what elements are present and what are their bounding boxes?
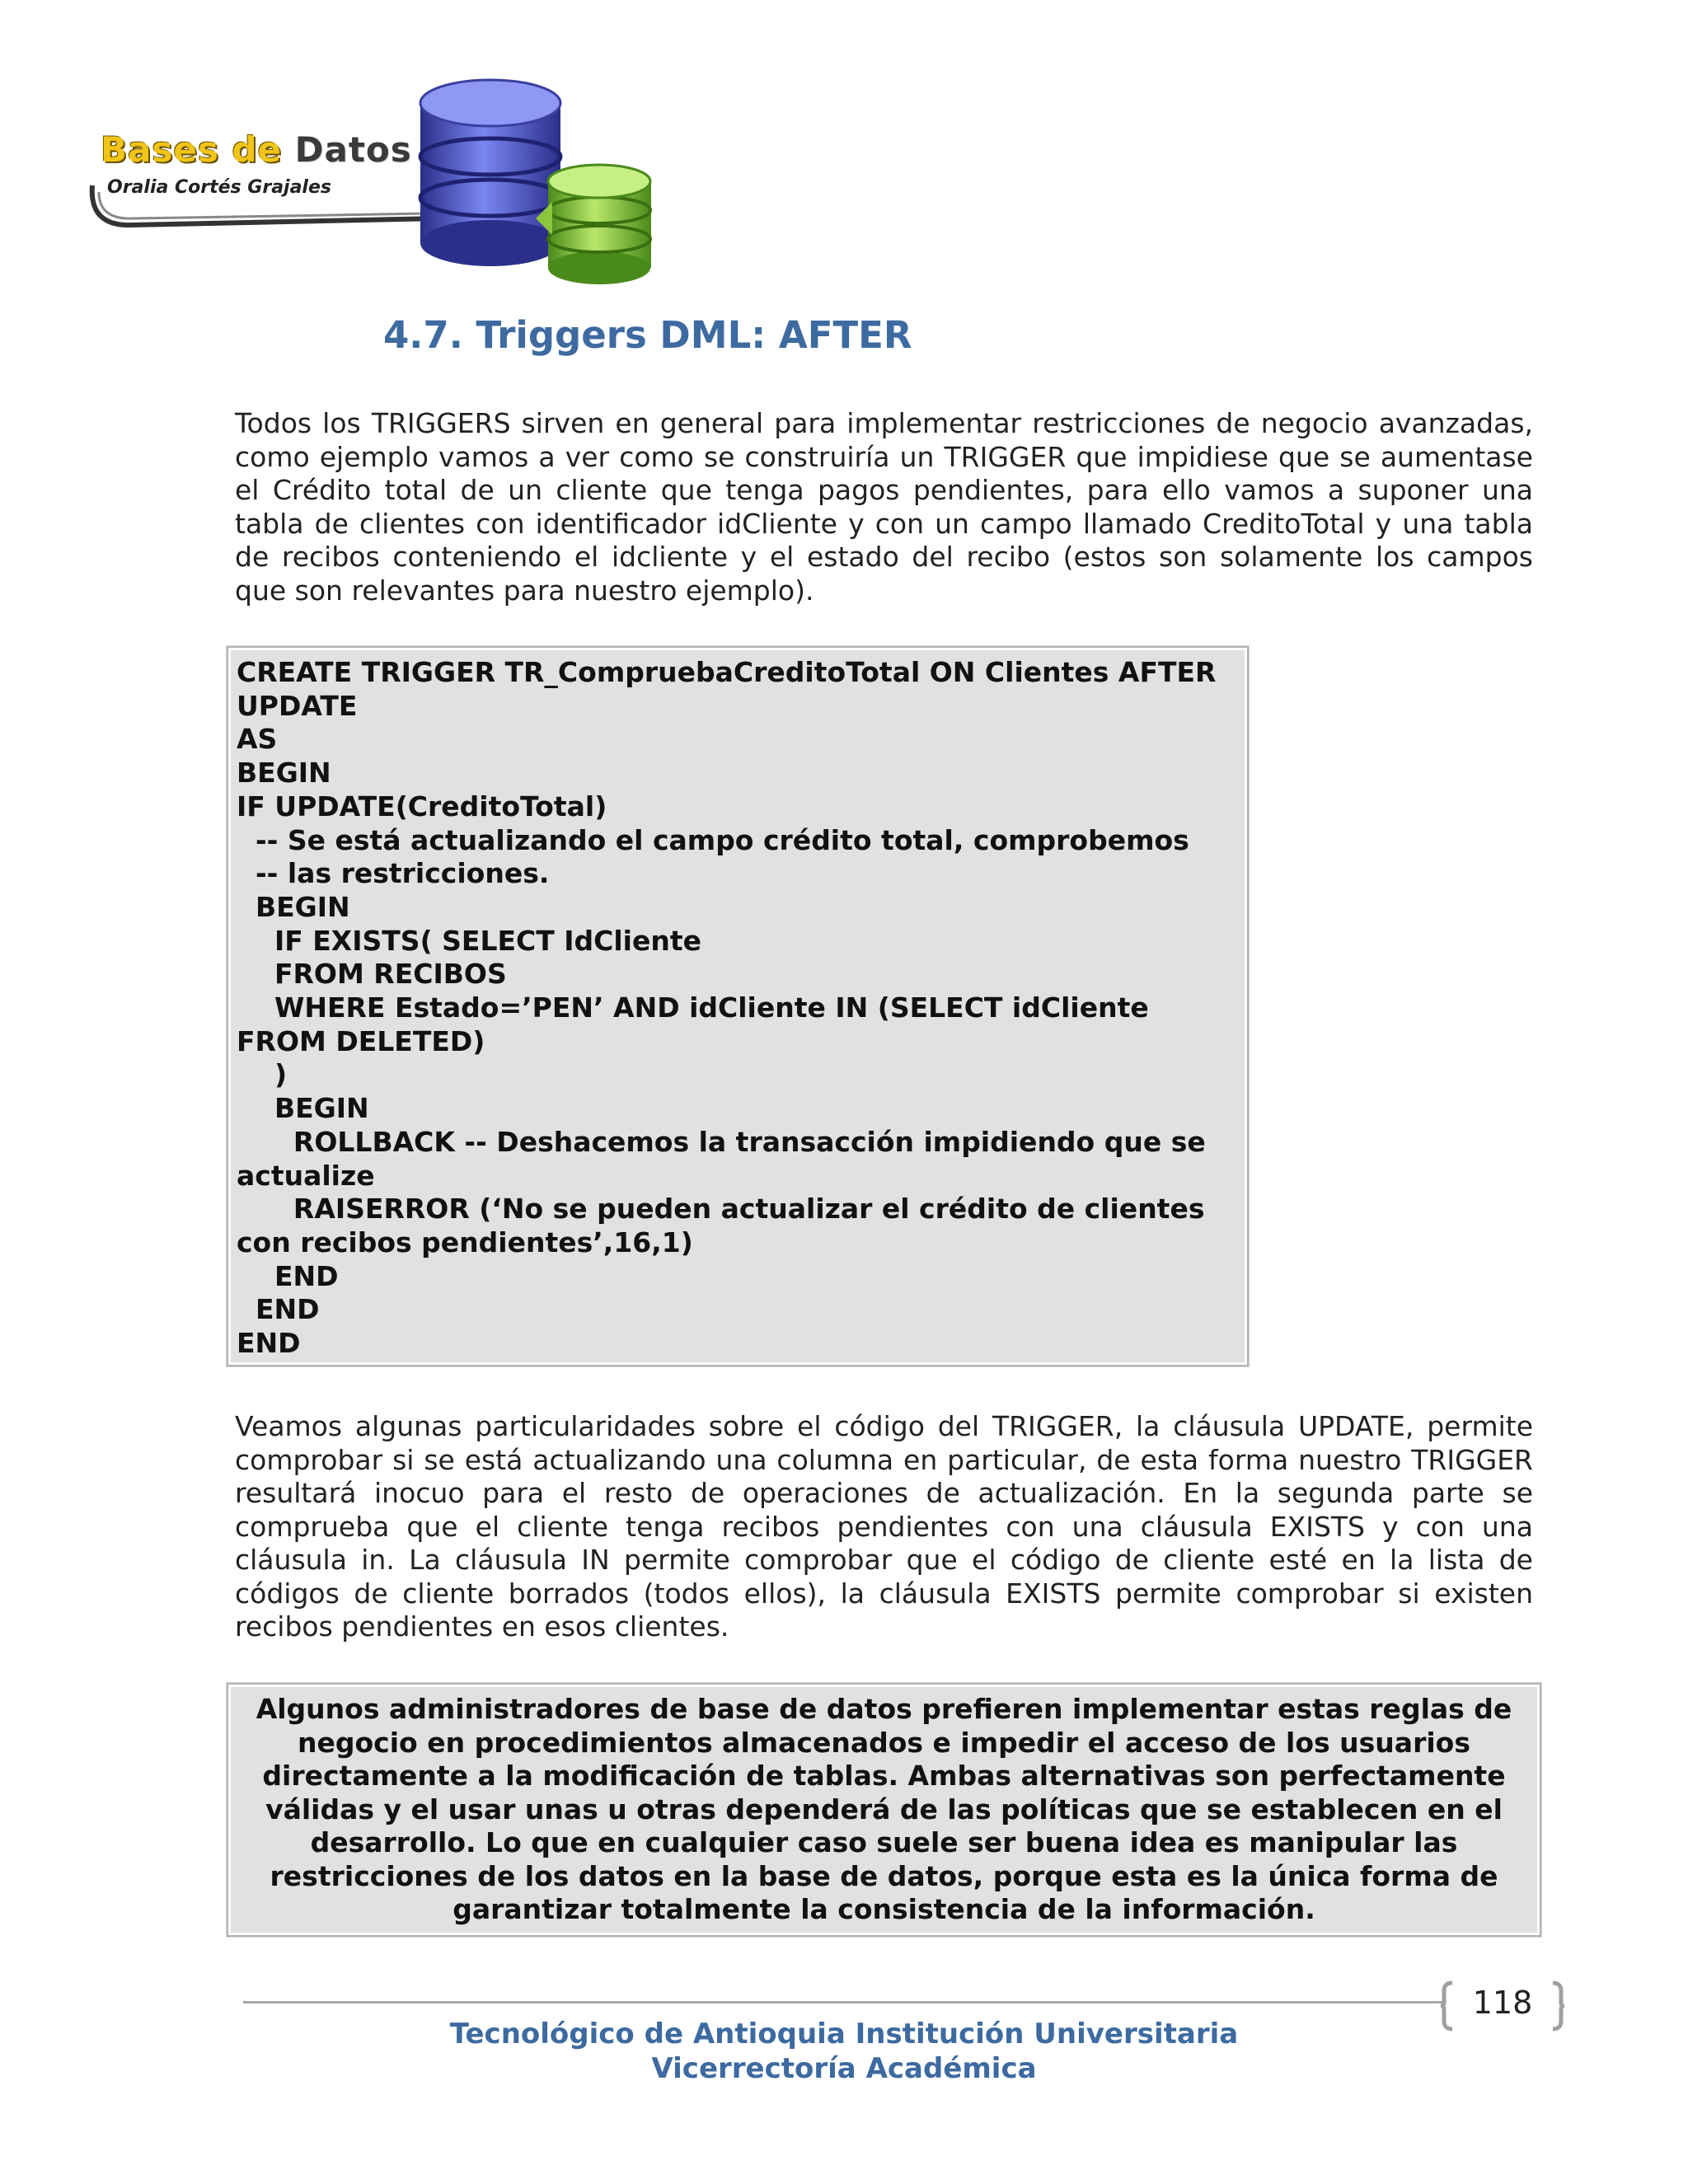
explanation-paragraph: Veamos algunas particularidades sobre el código del TRIGGER, la cláusula UPDATE, permite comprobar si se está actualizando una columna en particular, de esta forma nuestro TRIGGER resultará inocuo para el resto de operaciones de actualización. En la segunda parte se comprueba que el cliente tenga recibos pendientes con una cláusula EXISTS y con una cláusula in. La cláusula IN permite comprobar que el código de cliente esté en la lista de códigos de cliente borrados (todos ellos), la cláusula EXISTS permite comprobar si existen recibos pendientes en esos clientes. bbox=[235, 1410, 1533, 1643]
section-title: 4.7. Triggers DML: AFTER bbox=[383, 313, 912, 357]
note-box bbox=[227, 1683, 1541, 1937]
book-logo bbox=[82, 78, 676, 293]
footer-department: Vicerrectoría Académica bbox=[651, 2052, 1037, 2085]
logo-title bbox=[101, 129, 412, 170]
logo-author: Oralia Cortés Grajales bbox=[107, 177, 331, 198]
footer-divider bbox=[243, 2001, 1442, 2004]
database-icon bbox=[412, 78, 659, 293]
code-block bbox=[227, 646, 1249, 1366]
logo-title-part1: Bases de bbox=[101, 129, 283, 170]
note-text: Algunos administradores de base de datos prefieren implementar estas reglas de negocio en procedimientos almacenados e impedir el acceso de los usuarios directamente a la modificación de tablas. Ambas alternativas son perfectamente válidas y el usar unas u otras dependerá de las políticas que se establecen en el desarrollo. Lo que en cualquier caso suele ser buena idea es manipular las restricciones de los datos en la base de datos, porque esta es la única forma de garantizar totalmente la consistencia de la información. bbox=[256, 1693, 1512, 1925]
intro-paragraph: Todos los TRIGGERS sirven en general para implementar restricciones de negocio avanzadas, como ejemplo vamos a ver como se construiría un TRIGGER que impidiese que se aumentase el Crédito total de un cliente que tenga pagos pendientes, para ello vamos a suponer una tabla de clientes con identificador idCliente y con un campo llamado CreditoTotal y una tabla de recibos conteniendo el idcliente y el estado del recibo (estos son solamente los campos que son relevantes para nuestro ejemplo). bbox=[235, 407, 1533, 607]
footer-institution: Tecnológico de Antioquia Institución Universitaria bbox=[449, 2018, 1239, 2050]
page-number: 118 bbox=[1472, 1985, 1533, 2021]
code-text: CREATE TRIGGER TR_CompruebaCreditoTotal ON Clientes AFTER UPDATE AS BEGIN IF UPDATE(CreditoTotal) -- Se está actualizando el campo crédito total, comprobemos -- las restricciones. BEGIN IF EXISTS( SELECT IdCliente FROM RECIBOS WHERE Estado=’PEN’ AND idCliente IN (SELECT idCliente FROM DELETED) ) BEGIN ROLLBACK -- Deshacemos la transacción impidiendo que se actualize RAISERROR (‘No se pueden actualizar el crédito de clientes con recibos pendientes’,16,1) END END END bbox=[237, 656, 1217, 1360]
logo-title-part2: Datos bbox=[294, 129, 412, 170]
